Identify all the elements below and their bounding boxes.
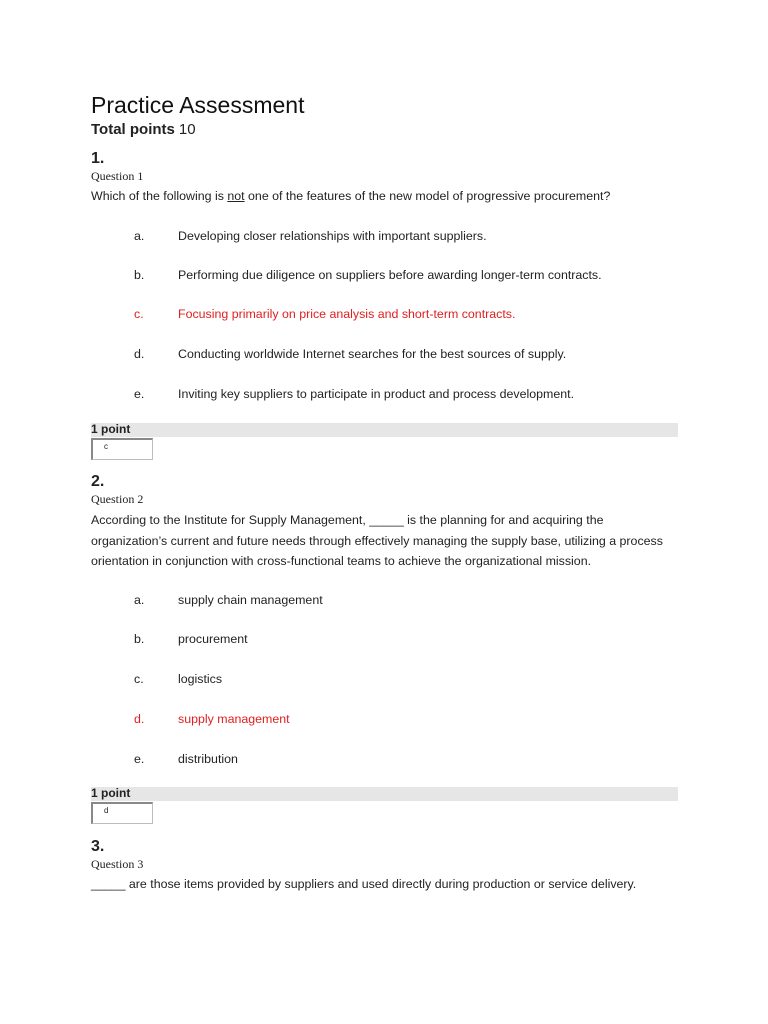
question-label: Question 2 (91, 492, 144, 506)
question-label: Question 1 (91, 169, 144, 183)
option-letter: c. (134, 672, 144, 686)
option-text: supply chain management (178, 593, 323, 607)
answer-value: c (104, 442, 108, 451)
total-points-label: Total points (91, 121, 175, 138)
option-text: Focusing primarily on price analysis and short-term contracts. (178, 307, 516, 321)
option-letter: b. (134, 632, 145, 646)
question-number: 2. (91, 473, 105, 490)
option-text: procurement (178, 632, 248, 646)
question-text: According to the Institute for Supply Management, _____ is the planning for and acquiring the organization’s current and future needs through effectively managing the supply base, utilizing a process orientation in conjunction with cross-functional teams to achieve the organizational mission. (91, 513, 663, 568)
question-text (91, 186, 691, 207)
total-points-value: 10 (178, 121, 196, 138)
option-letter: b. (134, 268, 145, 282)
points-bar (91, 423, 678, 437)
question-text-part: one of the features of the new model of progressive procurement? (244, 189, 611, 203)
option-text: supply management (178, 712, 290, 726)
option-letter: d. (134, 712, 145, 726)
question-text: _____ are those items provided by suppliers and used directly during production or service delivery. (91, 877, 637, 891)
option-text: distribution (178, 752, 238, 766)
question-text-emphasis: not (227, 189, 245, 203)
question-text-part: Which of the following is (91, 189, 228, 203)
option-text: logistics (178, 672, 223, 686)
option-letter: a. (134, 229, 145, 243)
answer-input[interactable] (91, 802, 153, 824)
points-label: 1 point (91, 786, 131, 800)
question-label: Question 3 (91, 857, 144, 871)
option-letter: a. (134, 593, 145, 607)
page-title: Practice Assessment (91, 92, 305, 118)
option-letter: e. (134, 752, 145, 766)
option-letter: d. (134, 347, 145, 361)
answer-input[interactable] (91, 438, 153, 460)
points-bar (91, 787, 678, 801)
question-number: 1. (91, 150, 105, 167)
total-points (91, 121, 196, 138)
option-letter: e. (134, 387, 145, 401)
option-text: Developing closer relationships with important suppliers. (178, 229, 487, 243)
option-text: Performing due diligence on suppliers before awarding longer-term contracts. (178, 268, 602, 282)
points-label: 1 point (91, 422, 131, 436)
question-number: 3. (91, 838, 105, 855)
option-text: Conducting worldwide Internet searches for the best sources of supply. (178, 347, 567, 361)
option-letter: c. (134, 307, 144, 321)
answer-value: d (104, 806, 109, 815)
option-text: Inviting key suppliers to participate in product and process development. (178, 387, 575, 401)
